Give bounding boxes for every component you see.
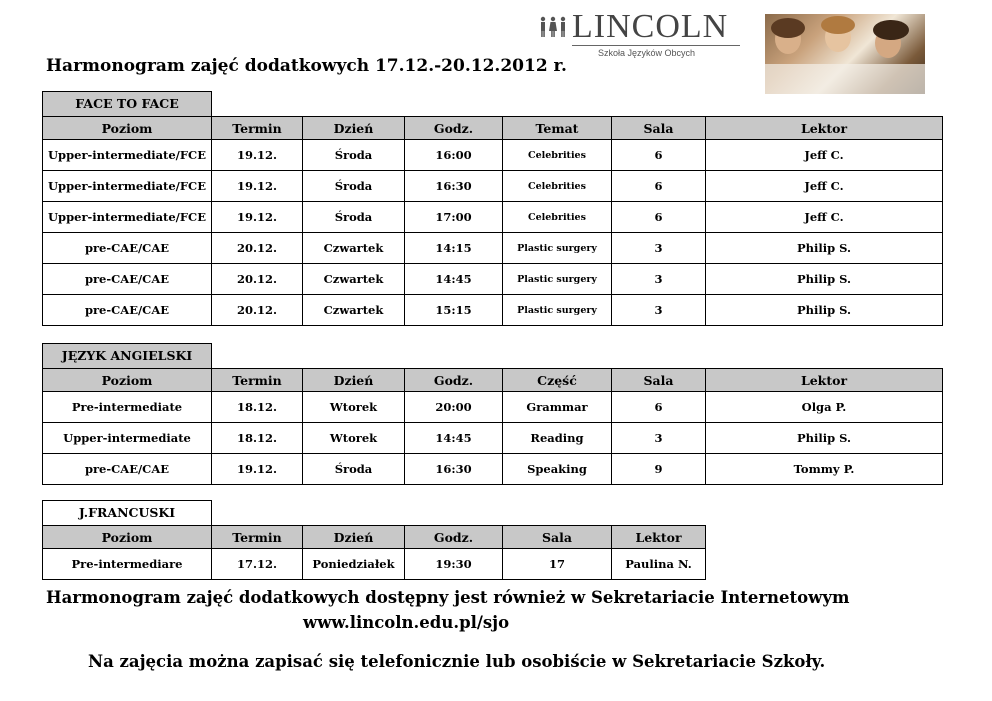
table-row (43, 454, 943, 485)
cell-lektor: Paulina N. (612, 549, 706, 580)
cell-dzien: Poniedziałek (303, 549, 405, 580)
cell-dzien: Środa (303, 140, 405, 171)
cell-poziom: pre-CAE/CAE (43, 264, 212, 295)
section-label-j-francuski: J.FRANCUSKI (42, 500, 212, 525)
table-row (43, 233, 943, 264)
cell-temat: Plastic surgery (503, 295, 612, 326)
cell-lektor: Tommy P. (706, 454, 943, 485)
cell-termin: 20.12. (212, 295, 303, 326)
table-row (43, 202, 943, 233)
cell-godz: 17:00 (405, 202, 503, 233)
table-header-row (43, 526, 706, 549)
cell-dzien: Czwartek (303, 264, 405, 295)
cell-poziom: Upper-intermediate/FCE (43, 171, 212, 202)
cell-sala: 3 (612, 233, 706, 264)
lincoln-logo (538, 8, 743, 60)
header-cell: Termin (212, 526, 303, 549)
cell-poziom: Upper-intermediate/FCE (43, 140, 212, 171)
header-cell: Sala (612, 117, 706, 140)
cell-temat: Plastic surgery (503, 264, 612, 295)
cell-godz: 16:00 (405, 140, 503, 171)
cell-godz: 14:45 (405, 264, 503, 295)
cell-termin: 20.12. (212, 264, 303, 295)
header-cell: Temat (503, 117, 612, 140)
cell-poziom: Pre-intermediare (43, 549, 212, 580)
header-cell: Sala (612, 369, 706, 392)
cell-termin: 19.12. (212, 140, 303, 171)
logo-wordmark: LINCOLN (572, 8, 729, 45)
cell-lektor: Philip S. (706, 423, 943, 454)
cell-temat: Celebrities (503, 171, 612, 202)
table-row (43, 392, 943, 423)
section-label-face-to-face: FACE TO FACE (42, 91, 212, 116)
cell-dzien: Środa (303, 202, 405, 233)
jezyk-angielski-table (42, 368, 943, 485)
cell-lektor: Jeff C. (706, 140, 943, 171)
cell-termin: 19.12. (212, 202, 303, 233)
cell-poziom: pre-CAE/CAE (43, 233, 212, 264)
cell-lektor: Jeff C. (706, 171, 943, 202)
footer-availability-note: Harmonogram zajęć dodatkowych dostępny jest również w Sekretariacie Internetowym (46, 588, 850, 607)
header-cell: Dzień (303, 526, 405, 549)
cell-sala: 6 (612, 202, 706, 233)
header-cell: Dzień (303, 369, 405, 392)
cell-sala: 3 (612, 264, 706, 295)
cell-dzien: Wtorek (303, 423, 405, 454)
table-row (43, 171, 943, 202)
header-cell: Termin (212, 369, 303, 392)
cell-termin: 18.12. (212, 423, 303, 454)
table-header-row (43, 369, 943, 392)
table-row (43, 423, 943, 454)
j-francuski-table (42, 525, 706, 580)
cell-sala: 3 (612, 295, 706, 326)
header-cell: Poziom (43, 526, 212, 549)
logo-underline (572, 45, 740, 46)
page-title: Harmonogram zajęć dodatkowych 17.12.-20.12.2012 r. (46, 56, 567, 76)
cell-lektor: Olga P. (706, 392, 943, 423)
header-cell: Lektor (706, 369, 943, 392)
cell-godz: 15:15 (405, 295, 503, 326)
table-row (43, 295, 943, 326)
cell-sala: 9 (612, 454, 706, 485)
face-to-face-table (42, 116, 943, 326)
table-row (43, 140, 943, 171)
cell-termin: 18.12. (212, 392, 303, 423)
cell-poziom: Pre-intermediate (43, 392, 212, 423)
cell-dzien: Środa (303, 454, 405, 485)
footer-url: www.lincoln.edu.pl/sjo (303, 613, 510, 632)
header-cell: Część (503, 369, 612, 392)
header-cell: Dzień (303, 117, 405, 140)
cell-temat: Plastic surgery (503, 233, 612, 264)
cell-dzien: Wtorek (303, 392, 405, 423)
cell-godz: 19:30 (405, 549, 503, 580)
cell-temat: Celebrities (503, 140, 612, 171)
cell-sala: 3 (612, 423, 706, 454)
cell-poziom: pre-CAE/CAE (43, 454, 212, 485)
students-photo (765, 14, 925, 94)
logo-subtitle: Szkoła Języków Obcych (598, 48, 696, 58)
cell-dzien: Czwartek (303, 233, 405, 264)
header-cell: Termin (212, 117, 303, 140)
cell-dzien: Czwartek (303, 295, 405, 326)
cell-godz: 14:45 (405, 423, 503, 454)
cell-godz: 20:00 (405, 392, 503, 423)
cell-lektor: Philip S. (706, 233, 943, 264)
cell-termin: 19.12. (212, 454, 303, 485)
cell-dzien: Środa (303, 171, 405, 202)
cell-sala: 17 (503, 549, 612, 580)
cell-termin: 19.12. (212, 171, 303, 202)
header-cell: Godz. (405, 117, 503, 140)
footer-signup-note: Na zajęcia można zapisać się telefonicznie lub osobiście w Sekretariacie Szkoły. (88, 652, 826, 671)
cell-poziom: pre-CAE/CAE (43, 295, 212, 326)
cell-lektor: Jeff C. (706, 202, 943, 233)
table-row (43, 549, 706, 580)
cell-termin: 20.12. (212, 233, 303, 264)
table-row (43, 264, 943, 295)
cell-godz: 14:15 (405, 233, 503, 264)
header-cell: Poziom (43, 369, 212, 392)
cell-termin: 17.12. (212, 549, 303, 580)
header-cell: Lektor (612, 526, 706, 549)
table-header-row (43, 117, 943, 140)
header-cell: Godz. (405, 526, 503, 549)
people-icon (538, 16, 568, 38)
header-cell: Godz. (405, 369, 503, 392)
cell-temat: Celebrities (503, 202, 612, 233)
cell-godz: 16:30 (405, 454, 503, 485)
cell-sala: 6 (612, 171, 706, 202)
cell-sala: 6 (612, 392, 706, 423)
section-label-jezyk-angielski: JĘZYK ANGIELSKI (42, 343, 212, 368)
cell-sala: 6 (612, 140, 706, 171)
cell-czesc: Grammar (503, 392, 612, 423)
cell-poziom: Upper-intermediate (43, 423, 212, 454)
header-cell: Lektor (706, 117, 943, 140)
header-cell: Poziom (43, 117, 212, 140)
cell-lektor: Philip S. (706, 264, 943, 295)
cell-czesc: Speaking (503, 454, 612, 485)
cell-poziom: Upper-intermediate/FCE (43, 202, 212, 233)
cell-czesc: Reading (503, 423, 612, 454)
cell-lektor: Philip S. (706, 295, 943, 326)
cell-godz: 16:30 (405, 171, 503, 202)
header-cell: Sala (503, 526, 612, 549)
